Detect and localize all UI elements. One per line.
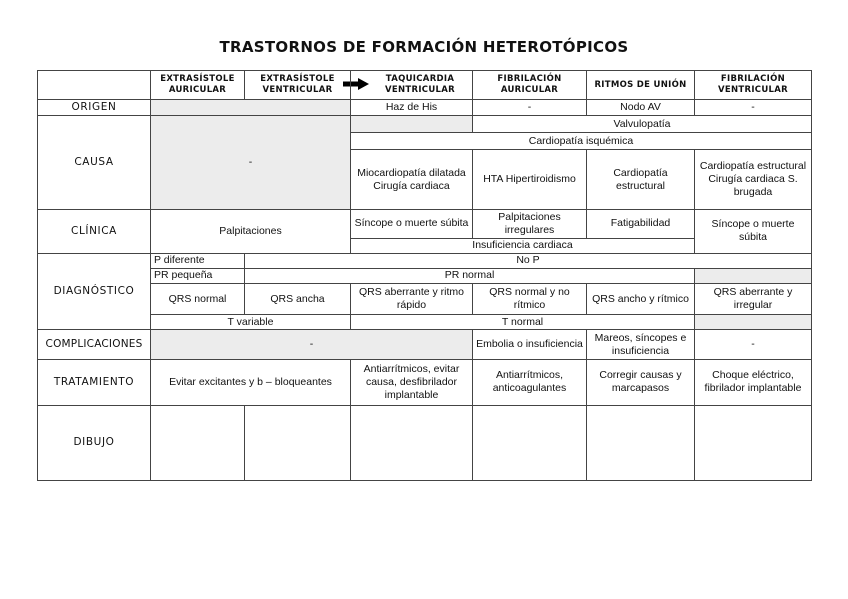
diag-t-fib-ventricular-blank-cell (695, 315, 812, 330)
diag-t-normal-cell: T normal (351, 315, 695, 330)
causa-fib-auricular-cell: HTA Hipertiroidismo (473, 150, 587, 209)
complicaciones-ritmos-union-cell: Mareos, síncopes e insuficiencia (587, 330, 695, 360)
causa-extrasistoles-cell: - (151, 116, 351, 209)
dibujo-taquicardia-cell (351, 405, 473, 480)
dibujo-ritmos-union-cell (587, 405, 695, 480)
tratamiento-extrasistoles-cell: Evitar excitantes y b – bloqueantes (151, 360, 351, 405)
dibujo-extrasistole-auricular-cell (151, 405, 245, 480)
complicaciones-fib-ventricular-cell: - (695, 330, 812, 360)
corner-cell (38, 71, 151, 100)
causa-valvulopatia-cell: Valvulopatía (473, 116, 812, 133)
complicaciones-fib-auricular-cell: Embolia o insuficiencia (473, 330, 587, 360)
origen-fib-ventricular-cell: - (695, 100, 812, 116)
diag-t-variable-cell: T variable (151, 315, 351, 330)
origen-extrasistoles-cell (151, 100, 351, 116)
tratamiento-taquicardia-cell: Antiarrítmicos, evitar causa, desfibrilador implantable (351, 360, 473, 405)
diag-pr-normal-cell: PR normal (245, 268, 695, 283)
row-label-tratamiento: TRATAMIENTO (38, 360, 151, 405)
row-label-diagnostico: DIAGNÓSTICO (38, 253, 151, 329)
complicaciones-extrasistoles-cell: - (151, 330, 473, 360)
diag-qrs-normal-cell: QRS normal (151, 283, 245, 314)
causa-taquicardia-blank-cell (351, 116, 473, 133)
dibujo-fib-ventricular-cell (695, 405, 812, 480)
row-label-causa: CAUSA (38, 116, 151, 209)
tratamiento-fib-auricular-cell: Antiarrítmicos, anticoagulantes (473, 360, 587, 405)
row-label-clinica: CLÍNICA (38, 209, 151, 253)
diag-pr-fib-ventricular-blank-cell (695, 268, 812, 283)
clinica-fib-ventricular-cell: Síncope o muerte súbita (695, 209, 812, 253)
causa-taquicardia-cell: Miocardiopatía dilatada Cirugía cardiaca (351, 150, 473, 209)
diag-no-p-cell: No P (245, 253, 812, 268)
header-ritmos-de-union: RITMOS DE UNIÓN (587, 71, 695, 100)
diag-fib-ventricular-cell: QRS aberrante y irregular (695, 283, 812, 314)
causa-ritmos-union-cell: Cardiopatía estructural (587, 150, 695, 209)
dibujo-fib-auricular-cell (473, 405, 587, 480)
diag-pr-pequena-cell: PR pequeña (151, 268, 245, 283)
clinica-insuficiencia-cell: Insuficiencia cardiaca (351, 238, 695, 253)
clinica-ritmos-union-cell: Fatigabilidad (587, 209, 695, 238)
origen-taquicardia-cell: Haz de His (351, 100, 473, 116)
header-fibrilacion-auricular: FIBRILACIÓN AURICULAR (473, 71, 587, 100)
header-taquicardia-ventricular: TAQUICARDIA VENTRICULAR (351, 71, 473, 100)
diag-p-diferente-cell: P diferente (151, 253, 245, 268)
clinica-extrasistoles-cell: Palpitaciones (151, 209, 351, 253)
header-extrasistole-auricular: EXTRASÍSTOLE AURICULAR (151, 71, 245, 100)
clinica-taquicardia-cell: Síncope o muerte súbita (351, 209, 473, 238)
clinica-fib-auricular-cell: Palpitaciones irregulares (473, 209, 587, 238)
tratamiento-fib-ventricular-cell: Choque eléctrico, fibrilador implantable (695, 360, 812, 405)
row-label-complicaciones: COMPLICACIONES (38, 330, 151, 360)
diag-taquicardia-cell: QRS aberrante y ritmo rápido (351, 283, 473, 314)
tratamiento-ritmos-union-cell: Corregir causas y marcapasos (587, 360, 695, 405)
origen-ritmos-union-cell: Nodo AV (587, 100, 695, 116)
diag-fib-auricular-cell: QRS normal y no rítmico (473, 283, 587, 314)
header-fibrilacion-ventricular: FIBRILACIÓN VENTRICULAR (695, 71, 812, 100)
diag-ritmos-union-cell: QRS ancho y rítmico (587, 283, 695, 314)
causa-fib-ventricular-cell: Cardiopatía estructural Cirugía cardiaca S. brugada (695, 150, 812, 209)
page-title: TRASTORNOS DE FORMACIÓN HETEROTÓPICOS (219, 38, 629, 56)
row-label-dibujo: DIBUJO (38, 405, 151, 480)
heterotopic-disorders-table (37, 70, 812, 481)
causa-cardiopatia-isquemica-cell: Cardiopatía isquémica (351, 133, 812, 150)
origen-fib-auricular-cell: - (473, 100, 587, 116)
diag-qrs-ancha-cell: QRS ancha (245, 283, 351, 314)
header-extrasistole-ventricular: EXTRASÍSTOLE VENTRICULAR (245, 71, 351, 100)
dibujo-extrasistole-ventricular-cell (245, 405, 351, 480)
row-label-origen: ORIGEN (38, 100, 151, 116)
